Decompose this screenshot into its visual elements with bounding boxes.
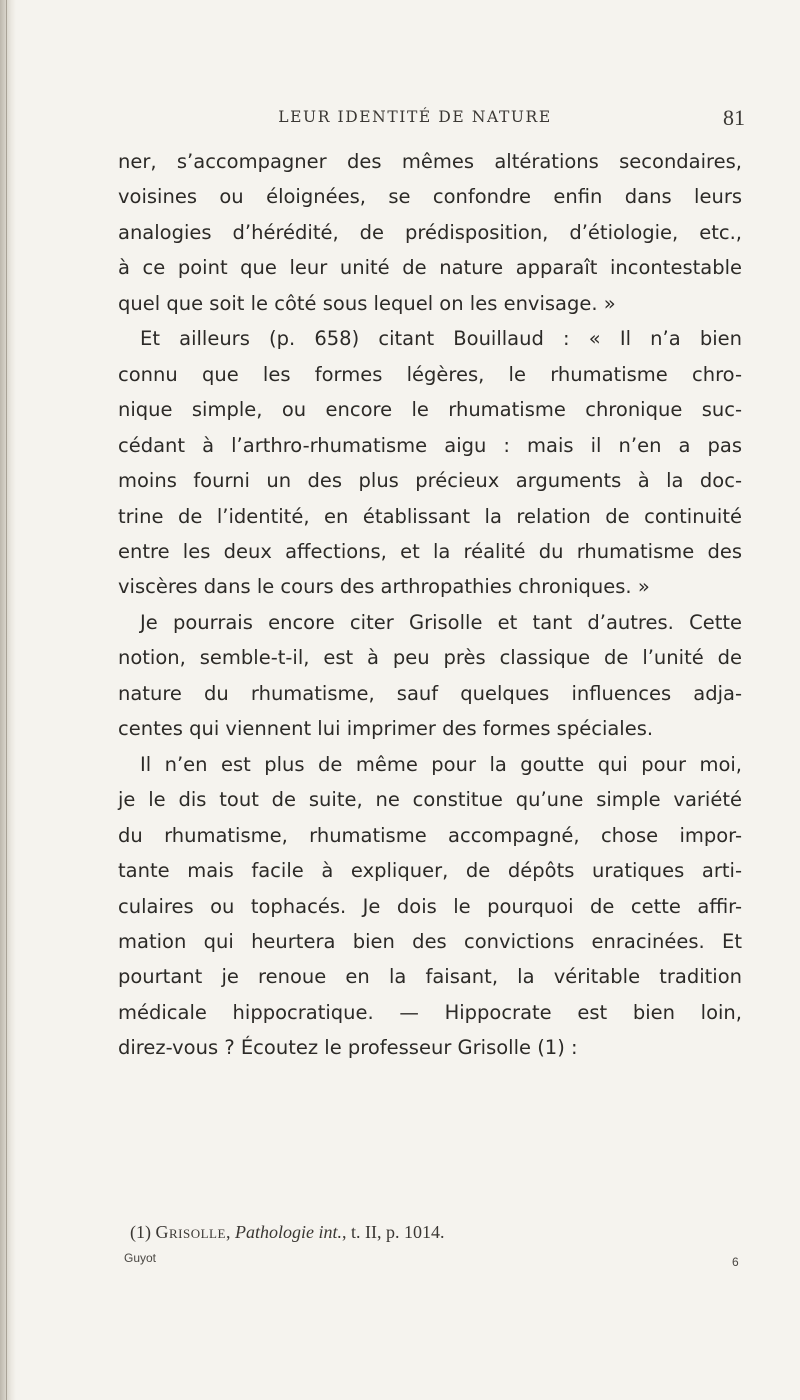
text-line: viscères dans le cours des arthropathies chroniques. »	[118, 575, 650, 599]
text-line: Je pourrais encore citer Grisolle et tant d’autres. Cette	[140, 610, 742, 634]
text-line: culaires ou tophacés. Je dois le pourquoi de cette affir-	[118, 894, 742, 918]
text-line: moins fourni un des plus précieux arguments à la doc-	[118, 469, 742, 493]
text-line: cédant à l’arthro-rhumatisme aigu : mais il n’en a pas	[118, 433, 742, 457]
paragraph-1	[118, 144, 742, 321]
paragraph-2	[118, 321, 742, 605]
text-line: trine de l’identité, en établissant la relation de continuité	[118, 504, 742, 528]
text-line: médicale hippocratique. — Hippocrate est bien loin,	[118, 1000, 742, 1024]
text-line: entre les deux affections, et la réalité du rhumatisme des	[118, 539, 742, 563]
page-binding-edge	[0, 0, 16, 1400]
page-binding-line	[6, 0, 7, 1400]
text-line: notion, semble-t-il, est à peu près classique de l’unité de	[118, 646, 742, 670]
printer-signature: Guyot	[124, 1251, 157, 1265]
text-line: je le dis tout de suite, ne constitue qu’une simple variété	[118, 788, 742, 812]
text-line: mation qui heurtera bien des convictions enracinées. Et	[118, 929, 742, 953]
page-number: 81	[723, 105, 745, 130]
paragraph-3	[118, 605, 742, 747]
text-line: Et ailleurs (p. 658) citant Bouillaud : « Il n’a bien	[140, 327, 742, 351]
paragraph-4	[118, 747, 742, 1066]
text-line: Il n’en est plus de même pour la goutte qui pour moi,	[140, 752, 742, 776]
footnote-work: Pathologie int.	[234, 1222, 342, 1242]
page-header	[115, 105, 745, 138]
text-line: nature du rhumatisme, sauf quelques influences adja-	[118, 681, 742, 705]
running-title: LEUR IDENTITÉ DE NATURE	[278, 108, 552, 126]
text-line: du rhumatisme, rhumatisme accompagné, chose impor-	[118, 823, 742, 847]
text-line: à ce point que leur unité de nature apparaît incontestable	[118, 256, 742, 280]
text-line: nique simple, ou encore le rhumatisme chronique suc-	[118, 398, 742, 422]
text-line: centes qui viennent lui imprimer des formes spéciales.	[118, 717, 654, 741]
footnote-separator: ,	[225, 1222, 231, 1242]
text-line: direz-vous ? Écoutez le professeur Grisolle (1) :	[118, 1036, 578, 1060]
text-line: connu que les formes légères, le rhumatisme chro-	[118, 362, 742, 386]
body-text	[118, 144, 742, 1066]
footnote	[130, 1222, 444, 1243]
text-line: analogies d’hérédité, de prédisposition, d’étiologie, etc.,	[118, 220, 742, 244]
sheet-number: 6	[732, 1255, 739, 1269]
footnote-author: Grisolle	[155, 1222, 226, 1242]
footnote-marker: (1)	[130, 1222, 151, 1242]
footnote-details: , t. II, p. 1014.	[341, 1222, 445, 1242]
text-line: pourtant je renoue en la faisant, la véritable tradition	[118, 965, 742, 989]
text-line: tante mais facile à expliquer, de dépôts uratiques arti-	[118, 859, 742, 883]
text-line: ner, s’accompagner des mêmes altérations secondaires,	[118, 150, 742, 173]
text-line: voisines ou éloignées, se confondre enfin dans leurs	[118, 185, 742, 209]
text-line: quel que soit le côté sous lequel on les envisage. »	[118, 291, 616, 315]
